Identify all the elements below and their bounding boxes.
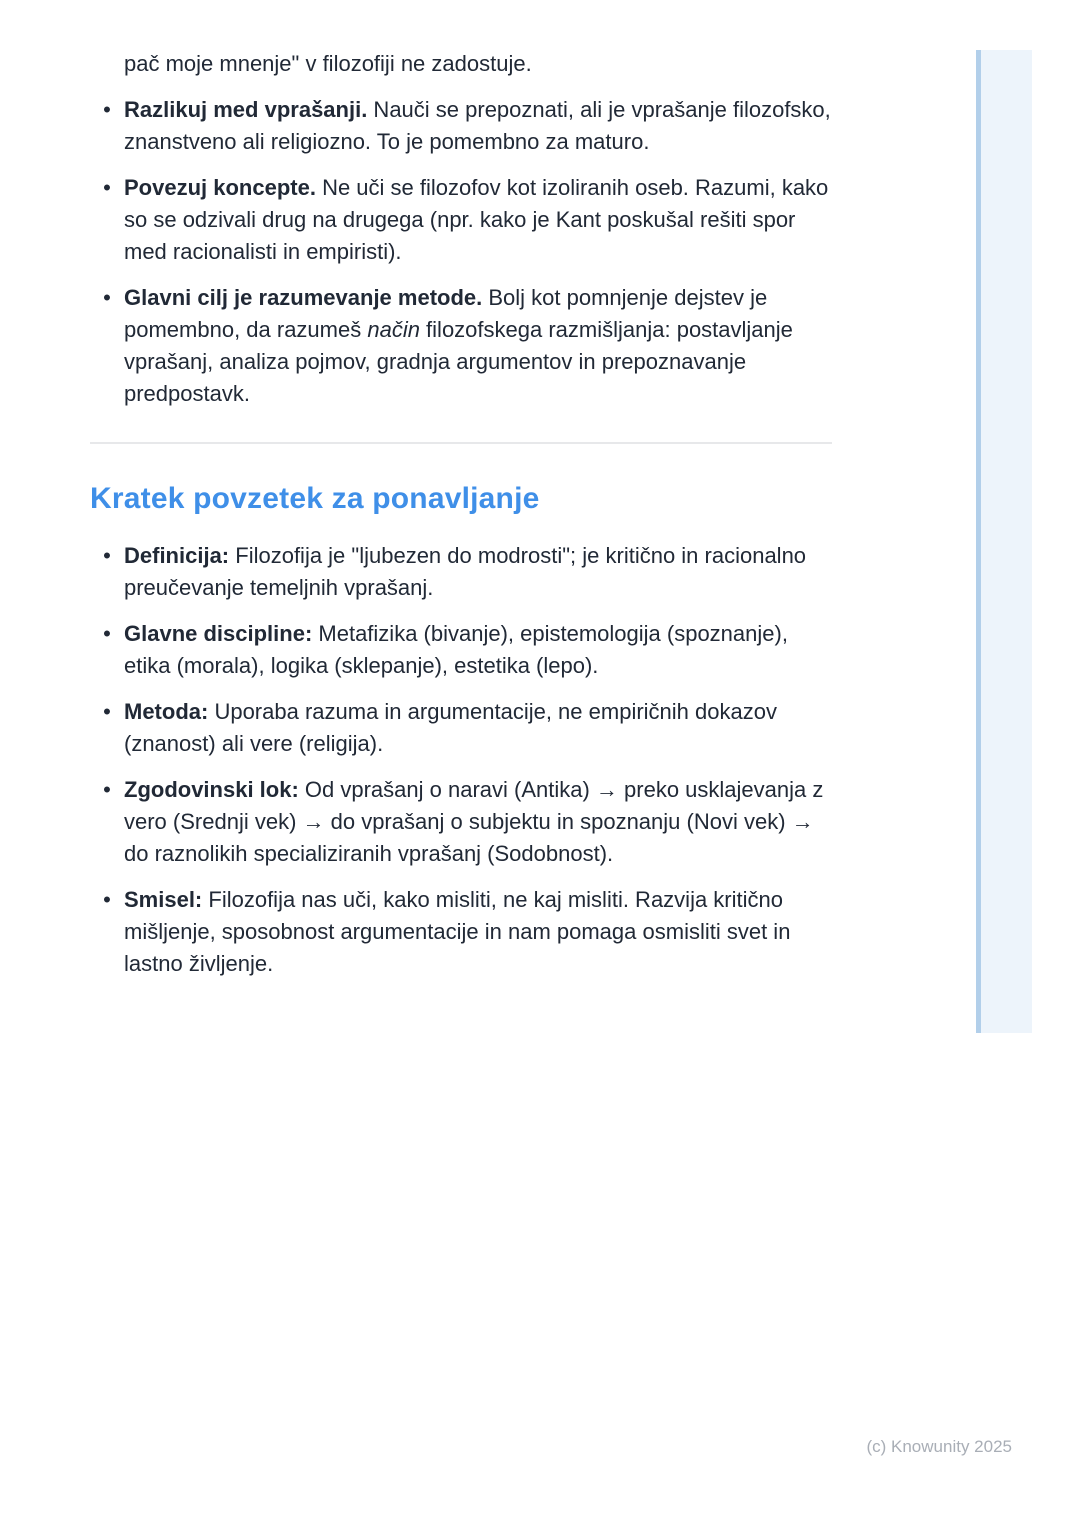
list-item bbox=[90, 282, 832, 410]
list-item bbox=[90, 618, 832, 682]
bullet-text: Definicija: Filozofija je "ljubezen do modrosti"; je kritično in racionalno preučevanje temeljnih vprašanj. bbox=[124, 543, 807, 600]
list-item bbox=[90, 172, 832, 268]
bullet-icon: • bbox=[103, 97, 111, 122]
list-item bbox=[90, 884, 832, 980]
paragraph-continuation: pač moje mnenje" v filozofiji ne zadostuje. bbox=[124, 51, 532, 76]
list-item bbox=[90, 774, 832, 870]
summary-bullet-list bbox=[90, 540, 832, 980]
bullet-icon: • bbox=[103, 887, 111, 912]
bullet-text: Razlikuj med vprašanji. Nauči se prepoznati, ali je vprašanje filozofsko, znanstveno ali religiozno. To je pomembno za maturo. bbox=[124, 97, 831, 154]
bullet-icon: • bbox=[103, 543, 111, 568]
list-item bbox=[90, 696, 832, 760]
page-edge-highlight-bar bbox=[976, 50, 1032, 1033]
copyright-footer: (c) Knowunity 2025 bbox=[866, 1437, 1012, 1456]
bullet-text: Smisel: Filozofija nas uči, kako misliti, ne kaj misliti. Razvija kritično mišljenje, sposobnost argumentacije in nam pomaga osmisliti svet in lastno življenje. bbox=[124, 887, 791, 976]
bullet-text: Povezuj koncepte. Ne uči se filozofov kot izoliranih oseb. Razumi, kako so se odzivali drug na drugega (npr. kako je Kant poskušal rešiti spor med racionalisti in empiristi). bbox=[124, 175, 829, 264]
list-item bbox=[90, 540, 832, 604]
document-content bbox=[90, 48, 832, 980]
bullet-icon: • bbox=[103, 175, 111, 200]
bullet-icon: • bbox=[103, 285, 111, 310]
bullet-text: Glavni cilj je razumevanje metode. Bolj kot pomnjenje dejstev je pomembno, da razumeš način filozofskega razmišljanja: postavljanje vprašanj, analiza pojmov, gradnja argumentov in prepoznavanje predpostavk. bbox=[124, 285, 793, 406]
bullet-icon: • bbox=[103, 621, 111, 646]
bullet-icon: • bbox=[103, 777, 111, 802]
bullet-icon: • bbox=[103, 699, 111, 724]
list-item bbox=[90, 94, 832, 158]
bullet-text: Zgodovinski lok: Od vprašanj o naravi (Antika) → preko usklajevanja z vero (Srednji vek) → do vprašanj o subjektu in spoznanju (Novi vek) → do raznolikih specializiranih vprašanj (Sodobnost). bbox=[124, 777, 824, 866]
tips-bullet-list bbox=[90, 94, 832, 410]
bullet-text: Glavne discipline: Metafizika (bivanje), epistemologija (spoznanje), etika (morala), logika (sklepanje), estetika (lepo). bbox=[124, 621, 788, 678]
section-heading: Kratek povzetek za ponavljanje bbox=[90, 482, 540, 515]
bullet-text: Metoda: Uporaba razuma in argumentacije, ne empiričnih dokazov (znanost) ali vere (religija). bbox=[124, 699, 777, 756]
section-divider bbox=[90, 442, 832, 444]
